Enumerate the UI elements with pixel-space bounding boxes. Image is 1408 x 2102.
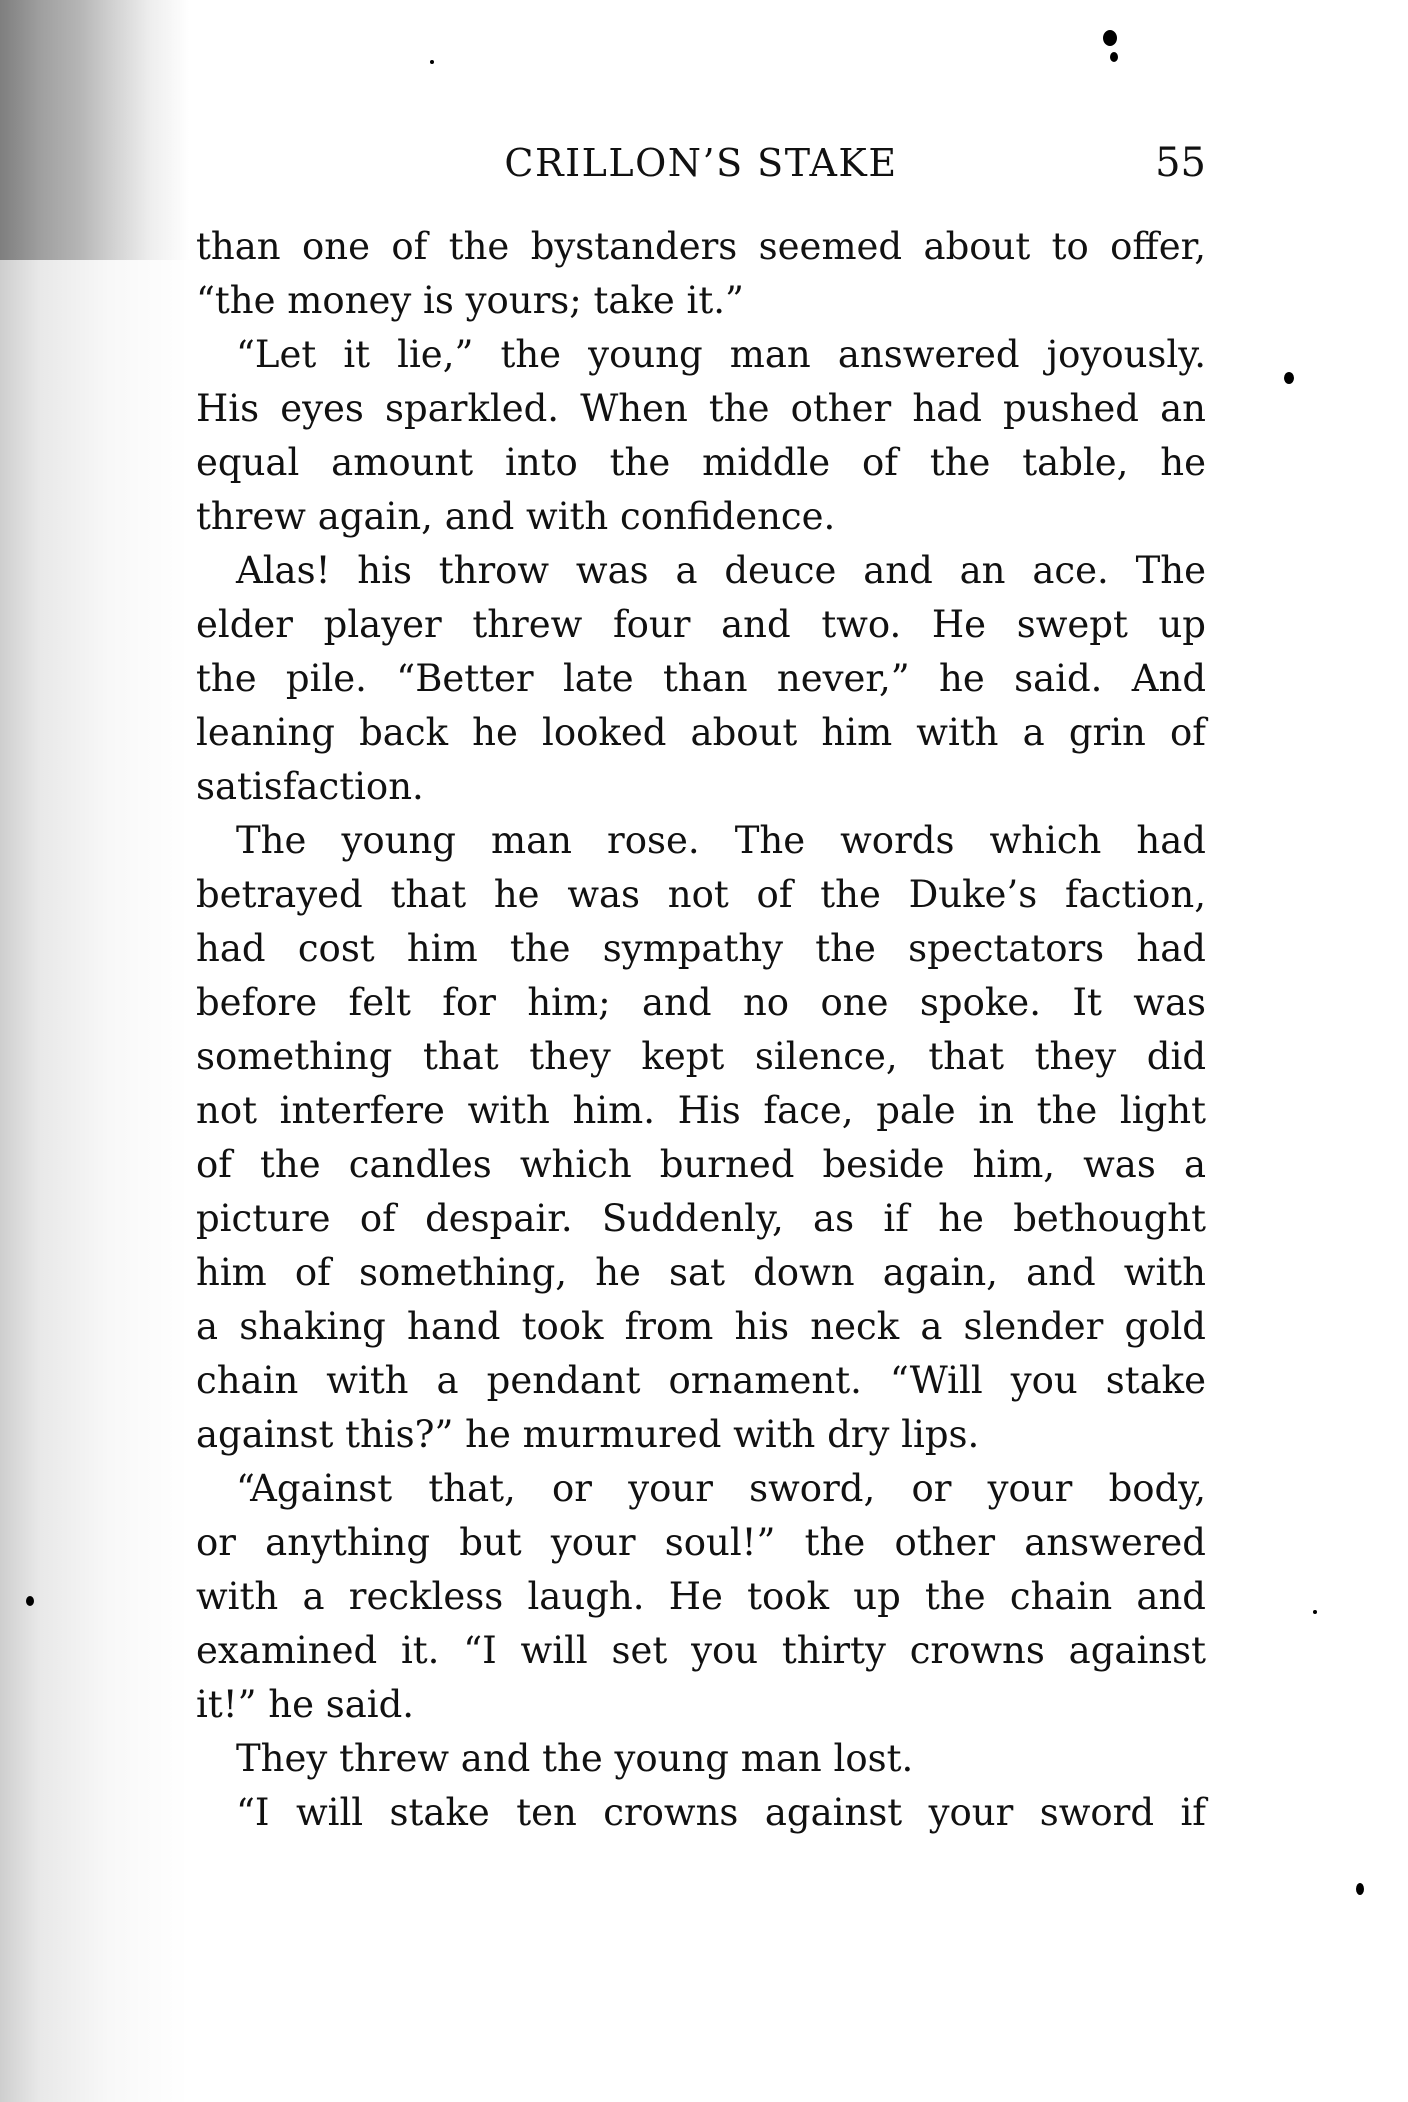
scan-shadow-left bbox=[0, 0, 190, 2102]
text-line: not interfere with him. His face, pale in the light bbox=[196, 1089, 1206, 1132]
text-line: leaning back he looked about him with a grin of bbox=[196, 711, 1206, 754]
text-line: him of something, he sat down again, and with bbox=[196, 1251, 1206, 1294]
text-line: picture of despair. Suddenly, as if he bethought bbox=[196, 1197, 1206, 1240]
page-header bbox=[196, 138, 1206, 188]
ink-speck bbox=[1313, 1610, 1317, 1614]
text-line: They threw and the young man lost. bbox=[236, 1737, 914, 1780]
text-line: it!” he said. bbox=[196, 1683, 415, 1726]
ink-speck bbox=[26, 1596, 34, 1606]
text-line: something that they kept silence, that they did bbox=[196, 1035, 1206, 1078]
text-line: of the candles which burned beside him, was a bbox=[196, 1143, 1206, 1186]
text-line: a shaking hand took from his neck a slender gold bbox=[196, 1305, 1206, 1348]
ink-speck bbox=[1284, 372, 1294, 384]
text-line: “Let it lie,” the young man answered joyously. bbox=[236, 333, 1206, 376]
text-line: “Against that, or your sword, or your body, bbox=[236, 1467, 1206, 1510]
text-line: Alas! his throw was a deuce and an ace. The bbox=[236, 549, 1206, 592]
text-line: elder player threw four and two. He swept up bbox=[196, 603, 1206, 646]
text-line: before felt for him; and no one spoke. It was bbox=[196, 981, 1206, 1024]
ink-speck bbox=[1110, 52, 1118, 62]
text-line: betrayed that he was not of the Duke’s faction, bbox=[196, 873, 1206, 916]
ink-speck bbox=[1356, 1883, 1364, 1895]
running-head: CRILLON’S STAKE bbox=[504, 141, 898, 185]
text-line: or anything but your soul!” the other answered bbox=[196, 1521, 1206, 1564]
text-line: “the money is yours; take it.” bbox=[196, 279, 744, 322]
text-line: equal amount into the middle of the table, he bbox=[196, 441, 1206, 484]
text-line: “I will stake ten crowns against your sword if bbox=[236, 1791, 1206, 1834]
text-line: the pile. “Better late than never,” he said. And bbox=[196, 657, 1206, 700]
text-line: satisfaction. bbox=[196, 765, 424, 808]
text-line: with a reckless laugh. He took up the chain and bbox=[196, 1575, 1206, 1618]
scan-shadow-top-left bbox=[0, 0, 190, 260]
page-number: 55 bbox=[1155, 140, 1206, 186]
text-line: The young man rose. The words which had bbox=[236, 819, 1206, 862]
text-line: than one of the bystanders seemed about to offer, bbox=[196, 225, 1206, 268]
text-line: His eyes sparkled. When the other had pushed an bbox=[196, 387, 1206, 430]
body-text bbox=[196, 220, 1206, 1840]
ink-speck bbox=[1103, 30, 1117, 46]
text-line: chain with a pendant ornament. “Will you stake bbox=[196, 1359, 1206, 1402]
text-line: had cost him the sympathy the spectators had bbox=[196, 927, 1206, 970]
ink-speck bbox=[430, 60, 434, 64]
text-line: threw again, and with confidence. bbox=[196, 495, 836, 538]
text-line: examined it. “I will set you thirty crowns against bbox=[196, 1629, 1206, 1672]
text-line: against this?” he murmured with dry lips. bbox=[196, 1413, 980, 1456]
